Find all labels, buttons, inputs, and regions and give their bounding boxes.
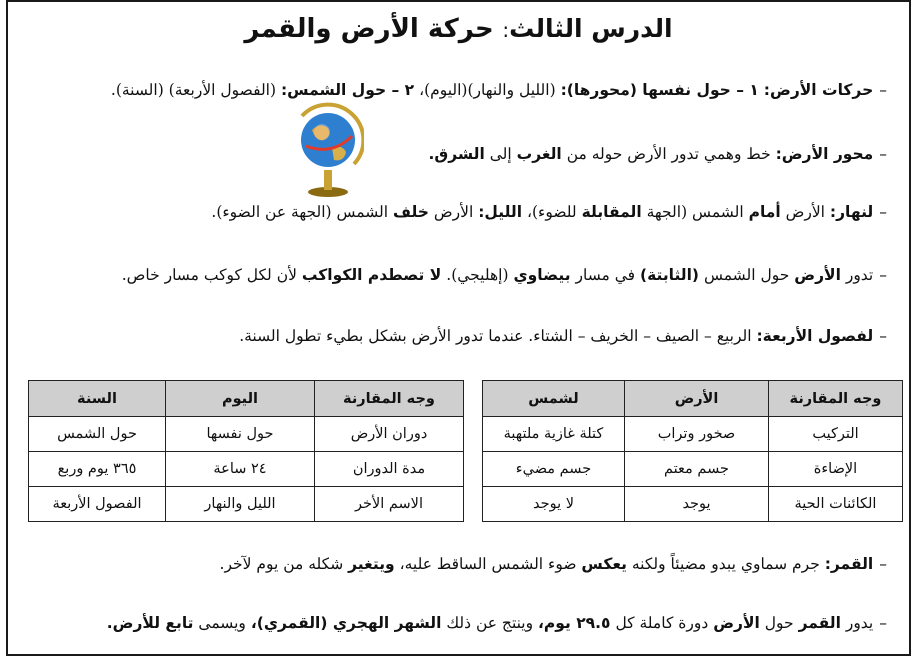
earth-axis-line: –محور الأرض: خط وهمي تدور الأرض حوله من الغرب إلى الشرق. [428, 145, 887, 163]
table-row [483, 487, 903, 522]
table-cell: حول الشمس [29, 417, 166, 452]
rotation-result: (الليل والنهار)(اليوم)، [419, 81, 556, 99]
reflects-term: يعكس [581, 555, 627, 573]
table-header: السنة [29, 381, 166, 417]
elliptical-term: بيضاوي [513, 266, 571, 284]
table-header: لشمس [483, 381, 625, 417]
west-term: الغرب [516, 145, 562, 163]
moon-text-3: شكله من يوم لآخر. [219, 555, 344, 573]
earth-motions-line: –حركات الأرض: ١ – حول نفسها (محورها): (الليل والنهار)(اليوم)، ٢ – حول الشمس: (الفصول الأربعة) (السنة). [110, 81, 887, 99]
table-row [29, 487, 464, 522]
changes-term: ويتغير [348, 555, 395, 573]
table-cell: الكائنات الحية [769, 487, 903, 522]
orbit-text-2: حول الشمس [703, 266, 790, 284]
hijri-month-term: الشهر الهجري (القمري)، [250, 614, 442, 632]
lesson-prefix: الدرس الثالث [509, 14, 673, 43]
revolution-label: ٢ – حول الشمس: [280, 81, 415, 99]
seasons-line: –لفصول الأربعة: الربيع – الصيف – الخريف – الشتاء. عندما تدور الأرض بشكل بطيء تطول السنة. [239, 327, 887, 345]
table-header: اليوم [166, 381, 315, 417]
moon-text-1: جرم سماوي يبدو مضيئاً ولكنه [631, 555, 820, 573]
day-text-1: الأرض [785, 203, 825, 221]
earth-term: الأرض [794, 266, 841, 284]
table-row [483, 452, 903, 487]
moon-text-2: ضوء الشمس الساقط عليه، [399, 555, 577, 573]
table-header: وجه المقارنة [315, 381, 464, 417]
earth-sun-table [482, 380, 903, 522]
table-cell: التركيب [769, 417, 903, 452]
east-term: الشرق. [428, 145, 485, 163]
earth-motions-label: حركات الأرض: [763, 81, 874, 99]
fixed-term: (الثابتة) [640, 266, 700, 284]
table-cell: ٣٦٥ يوم وربع [29, 452, 166, 487]
orbit-text-1: تدور [845, 266, 874, 284]
table-cell: دوران الأرض [315, 417, 464, 452]
moon-orbit-text-5: ويسمى [198, 614, 246, 632]
moon-orbit-line: –يدور القمر حول الأرض دورة كاملة كل ٢٩.٥ يوم، وينتج عن ذلك الشهر الهجري (القمري)، ويسمى تابع للأرض. [106, 614, 887, 632]
orbit-text-5: لأن لكل كوكب مسار خاص. [121, 266, 297, 284]
table-header: وجه المقارنة [769, 381, 903, 417]
table-cell: ٢٤ ساعة [166, 452, 315, 487]
seasons-label: لفصول الأربعة: [756, 327, 874, 345]
table-cell: الليل والنهار [166, 487, 315, 522]
table-row [29, 452, 464, 487]
moon-orbit-text-2: حول [764, 614, 794, 632]
table-cell: صخور وتراب [625, 417, 769, 452]
revolution-result: (الفصول الأربعة) (السنة). [110, 81, 277, 99]
earth-axis-label: محور الأرض: [775, 145, 874, 163]
moon-label: القمر: [824, 555, 874, 573]
table-row [483, 417, 903, 452]
seasons-text: الربيع – الصيف – الخريف – الشتاء. عندما تدور الأرض بشكل بطيء تطول السنة. [239, 327, 752, 345]
earth-axis-text: خط وهمي تدور الأرض حوله من [566, 145, 771, 163]
axis-connector: إلى [489, 145, 512, 163]
table-cell: الفصول الأربعة [29, 487, 166, 522]
earth-term-2: الأرض [713, 614, 760, 632]
moon-orbit-text-4: وينتج عن ذلك [446, 614, 534, 632]
globe-icon [292, 102, 364, 198]
night-text-2: الشمس (الجهة عن الضوء). [211, 203, 389, 221]
day-year-table [28, 380, 464, 522]
table-cell: الإضاءة [769, 452, 903, 487]
orbit-line: –تدور الأرض حول الشمس (الثابتة) في مسار بيضاوي (إهليجي). لا تصطدم الكواكب لأن لكل كوكب مسار خاص. [121, 266, 887, 284]
days-term: ٢٩.٥ يوم، [538, 614, 611, 632]
lesson-title [8, 12, 909, 47]
table-header-row [483, 381, 903, 417]
night-text-1: الأرض [433, 203, 474, 221]
table-cell: الاسم الأخر [315, 487, 464, 522]
facing-term: المقابلة [581, 203, 642, 221]
moon-orbit-text-3: دورة كاملة كل [615, 614, 709, 632]
table-cell: حول نفسها [166, 417, 315, 452]
table-header-row [29, 381, 464, 417]
front-term: أمام [748, 203, 781, 221]
moon-term: القمر [798, 614, 841, 632]
lesson-main-title: حركة الأرض والقمر [244, 14, 494, 44]
table-cell: مدة الدوران [315, 452, 464, 487]
table-row [29, 417, 464, 452]
table-header: الأرض [625, 381, 769, 417]
day-label: لنهار: [829, 203, 874, 221]
behind-term: خلف [393, 203, 429, 221]
table-cell: يوجد [625, 487, 769, 522]
table-cell: جسم مضيء [483, 452, 625, 487]
planets-no-collide: لا تصطدم الكواكب [301, 266, 442, 284]
day-night-line: –لنهار: الأرض أمام الشمس (الجهة المقابلة للضوء)، الليل: الأرض خلف الشمس (الجهة عن الضوء). [211, 203, 887, 221]
table-cell: جسم معتم [625, 452, 769, 487]
day-text-2: الشمس (الجهة [646, 203, 744, 221]
satellite-term: تابع للأرض. [106, 614, 194, 632]
lesson-page [6, 0, 911, 656]
moon-orbit-text-1: يدور [845, 614, 874, 632]
orbit-text-3: في مسار [575, 266, 636, 284]
night-label: الليل: [478, 203, 523, 221]
orbit-text-4: (إهليجي). [446, 266, 509, 284]
day-text-3: للضوء)، [527, 203, 577, 221]
title-separator: : [502, 18, 510, 42]
table-cell: كتلة غازية ملتهبة [483, 417, 625, 452]
moon-line: –القمر: جرم سماوي يبدو مضيئاً ولكنه يعكس ضوء الشمس الساقط عليه، ويتغير شكله من يوم لآخر. [219, 555, 887, 573]
rotation-label: ١ – حول نفسها (محورها): [560, 81, 759, 99]
table-cell: لا يوجد [483, 487, 625, 522]
